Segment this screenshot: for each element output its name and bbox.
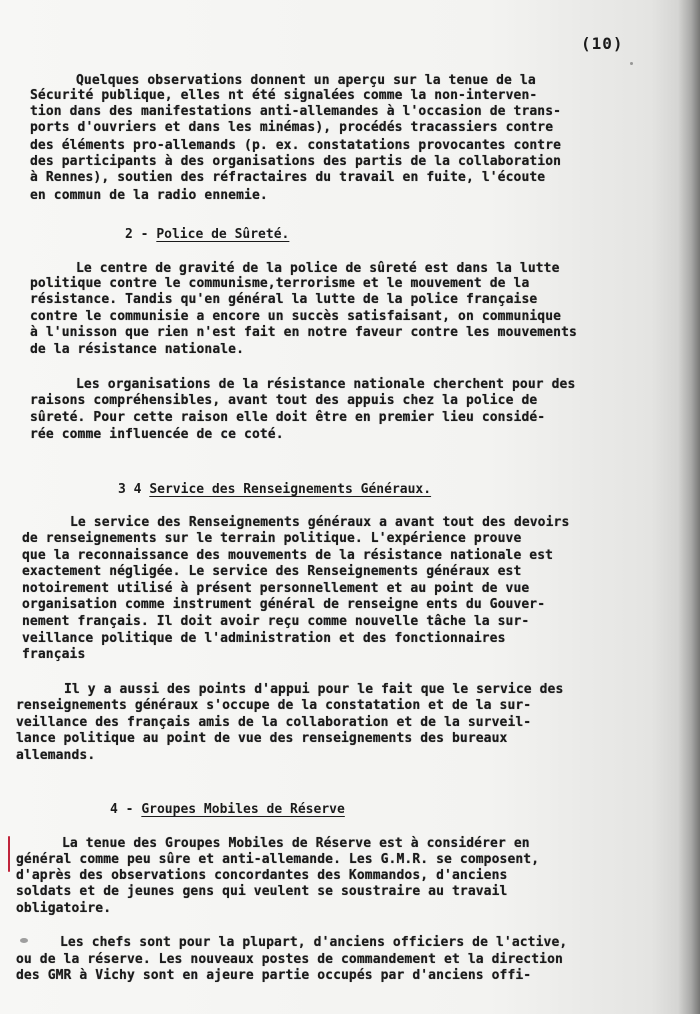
section-heading-police-surete	[125, 227, 289, 243]
text-line: à l'unisson que rien n'est fait en notre faveur contre les mouvements	[30, 325, 577, 340]
text-line: général comme peu sûre et anti-allemande. Les G.M.R. se composent,	[16, 852, 540, 867]
text-line: des GMR à Vichy sont en ajeure partie occupés par d'anciens offi-	[16, 968, 532, 983]
section-number: 2 -	[125, 227, 149, 242]
text-line: des éléments pro-allemands (p. ex. constatations provocantes contre	[30, 138, 562, 153]
text-line: Les chefs sont pour la plupart, d'anciens officiers de l'active,	[60, 935, 568, 950]
text-line: Sécurité publique, elles nt été signalées comme la non-interven-	[30, 88, 538, 103]
text-line: politique contre le communisme,terrorisme et le mouvement de la	[30, 276, 530, 291]
section-title: Groupes Mobiles de Réserve	[141, 802, 345, 817]
text-line: contre le communisie a encore un succès satisfaisant, on communique	[30, 309, 562, 324]
text-line: veillance des français amis de la collaboration et de la surveil-	[16, 715, 532, 730]
text-line: français	[22, 647, 86, 662]
text-line: de renseignements sur le terrain politique. L'expérience prouve	[22, 531, 522, 546]
text-line: en commun de la radio ennemie.	[30, 188, 268, 203]
text-line: Le centre de gravité de la police de sûreté est dans la lutte	[76, 261, 560, 276]
text-line: Quelques observations donnent un aperçu sur la tenue de la	[76, 73, 536, 88]
text-line: tion dans des manifestations anti-allemandes à l'occasion de trans-	[30, 104, 562, 119]
text-line: lance politique au point de vue des renseignements des bureaux	[16, 731, 508, 746]
text-line: Les organisations de la résistance nationale cherchent pour des	[76, 377, 576, 392]
text-line: ou de la réserve. Les nouveaux postes de commandement et la direction	[16, 952, 563, 967]
text-line: à Rennes), soutien des réfractaires du travail en fuite, l'écoute	[30, 170, 546, 185]
text-line: des participants à des organisations des partis de la collaboration	[30, 154, 562, 169]
text-line: d'après des observations concordantes des Kommandos, d'anciens	[16, 868, 508, 883]
text-line: sûreté. Pour cette raison elle doit être en premier lieu considé-	[30, 410, 546, 425]
section-title: Service des Renseignements Généraux.	[149, 482, 432, 497]
section-heading-renseignements	[118, 482, 431, 498]
red-margin-mark	[8, 836, 10, 872]
scan-speck	[20, 938, 28, 943]
section-heading-gmr	[110, 802, 345, 818]
scan-speck	[630, 62, 633, 65]
text-line: organisation comme instrument général de renseigne ents du Gouver-	[22, 597, 546, 612]
text-line: renseignements généraux s'occupe de la constatation et de la sur-	[16, 698, 532, 713]
section-title: Police de Sûreté.	[156, 227, 290, 242]
text-line: La tenue des Groupes Mobiles de Réserve est à considérer en	[62, 836, 530, 851]
text-line: nement français. Il doit avoir reçu comme nouvelle tâche la sur-	[22, 614, 530, 629]
text-line: ports d'ouvriers et dans les minémas), procédés tracassiers contre	[30, 120, 554, 135]
text-line: obligatoire.	[16, 901, 112, 916]
text-line: allemands.	[16, 748, 96, 763]
text-line: Le service des Renseignements généraux a avant tout des devoirs	[70, 515, 570, 530]
text-line: Il y a aussi des points d'appui pour le fait que le service des	[64, 682, 564, 697]
text-line: exactement négligée. Le service des Renseignements généraux est	[22, 564, 522, 579]
text-line: raisons compréhensibles, avant tout des appuis chez la police de	[30, 393, 538, 408]
scan-edge-shadow	[678, 0, 700, 1014]
text-line: de la résistance nationale.	[30, 342, 245, 357]
text-line: veillance politique de l'administration et des fonctionnaires	[22, 631, 506, 646]
text-line: soldats et de jeunes gens qui veulent se soustraire au travail	[16, 884, 508, 899]
page-number: (10)	[581, 34, 624, 53]
text-line: que la reconnaissance des mouvements de la résistance nationale est	[22, 548, 554, 563]
text-line: résistance. Tandis qu'en général la lutte de la police française	[30, 292, 538, 307]
section-number: 3 4	[118, 482, 142, 497]
text-line: rée comme influencée de ce coté.	[30, 427, 284, 442]
text-line: notoirement utilisé à présent personnellement et au point de vue	[22, 581, 530, 596]
section-number: 4 -	[110, 802, 134, 817]
